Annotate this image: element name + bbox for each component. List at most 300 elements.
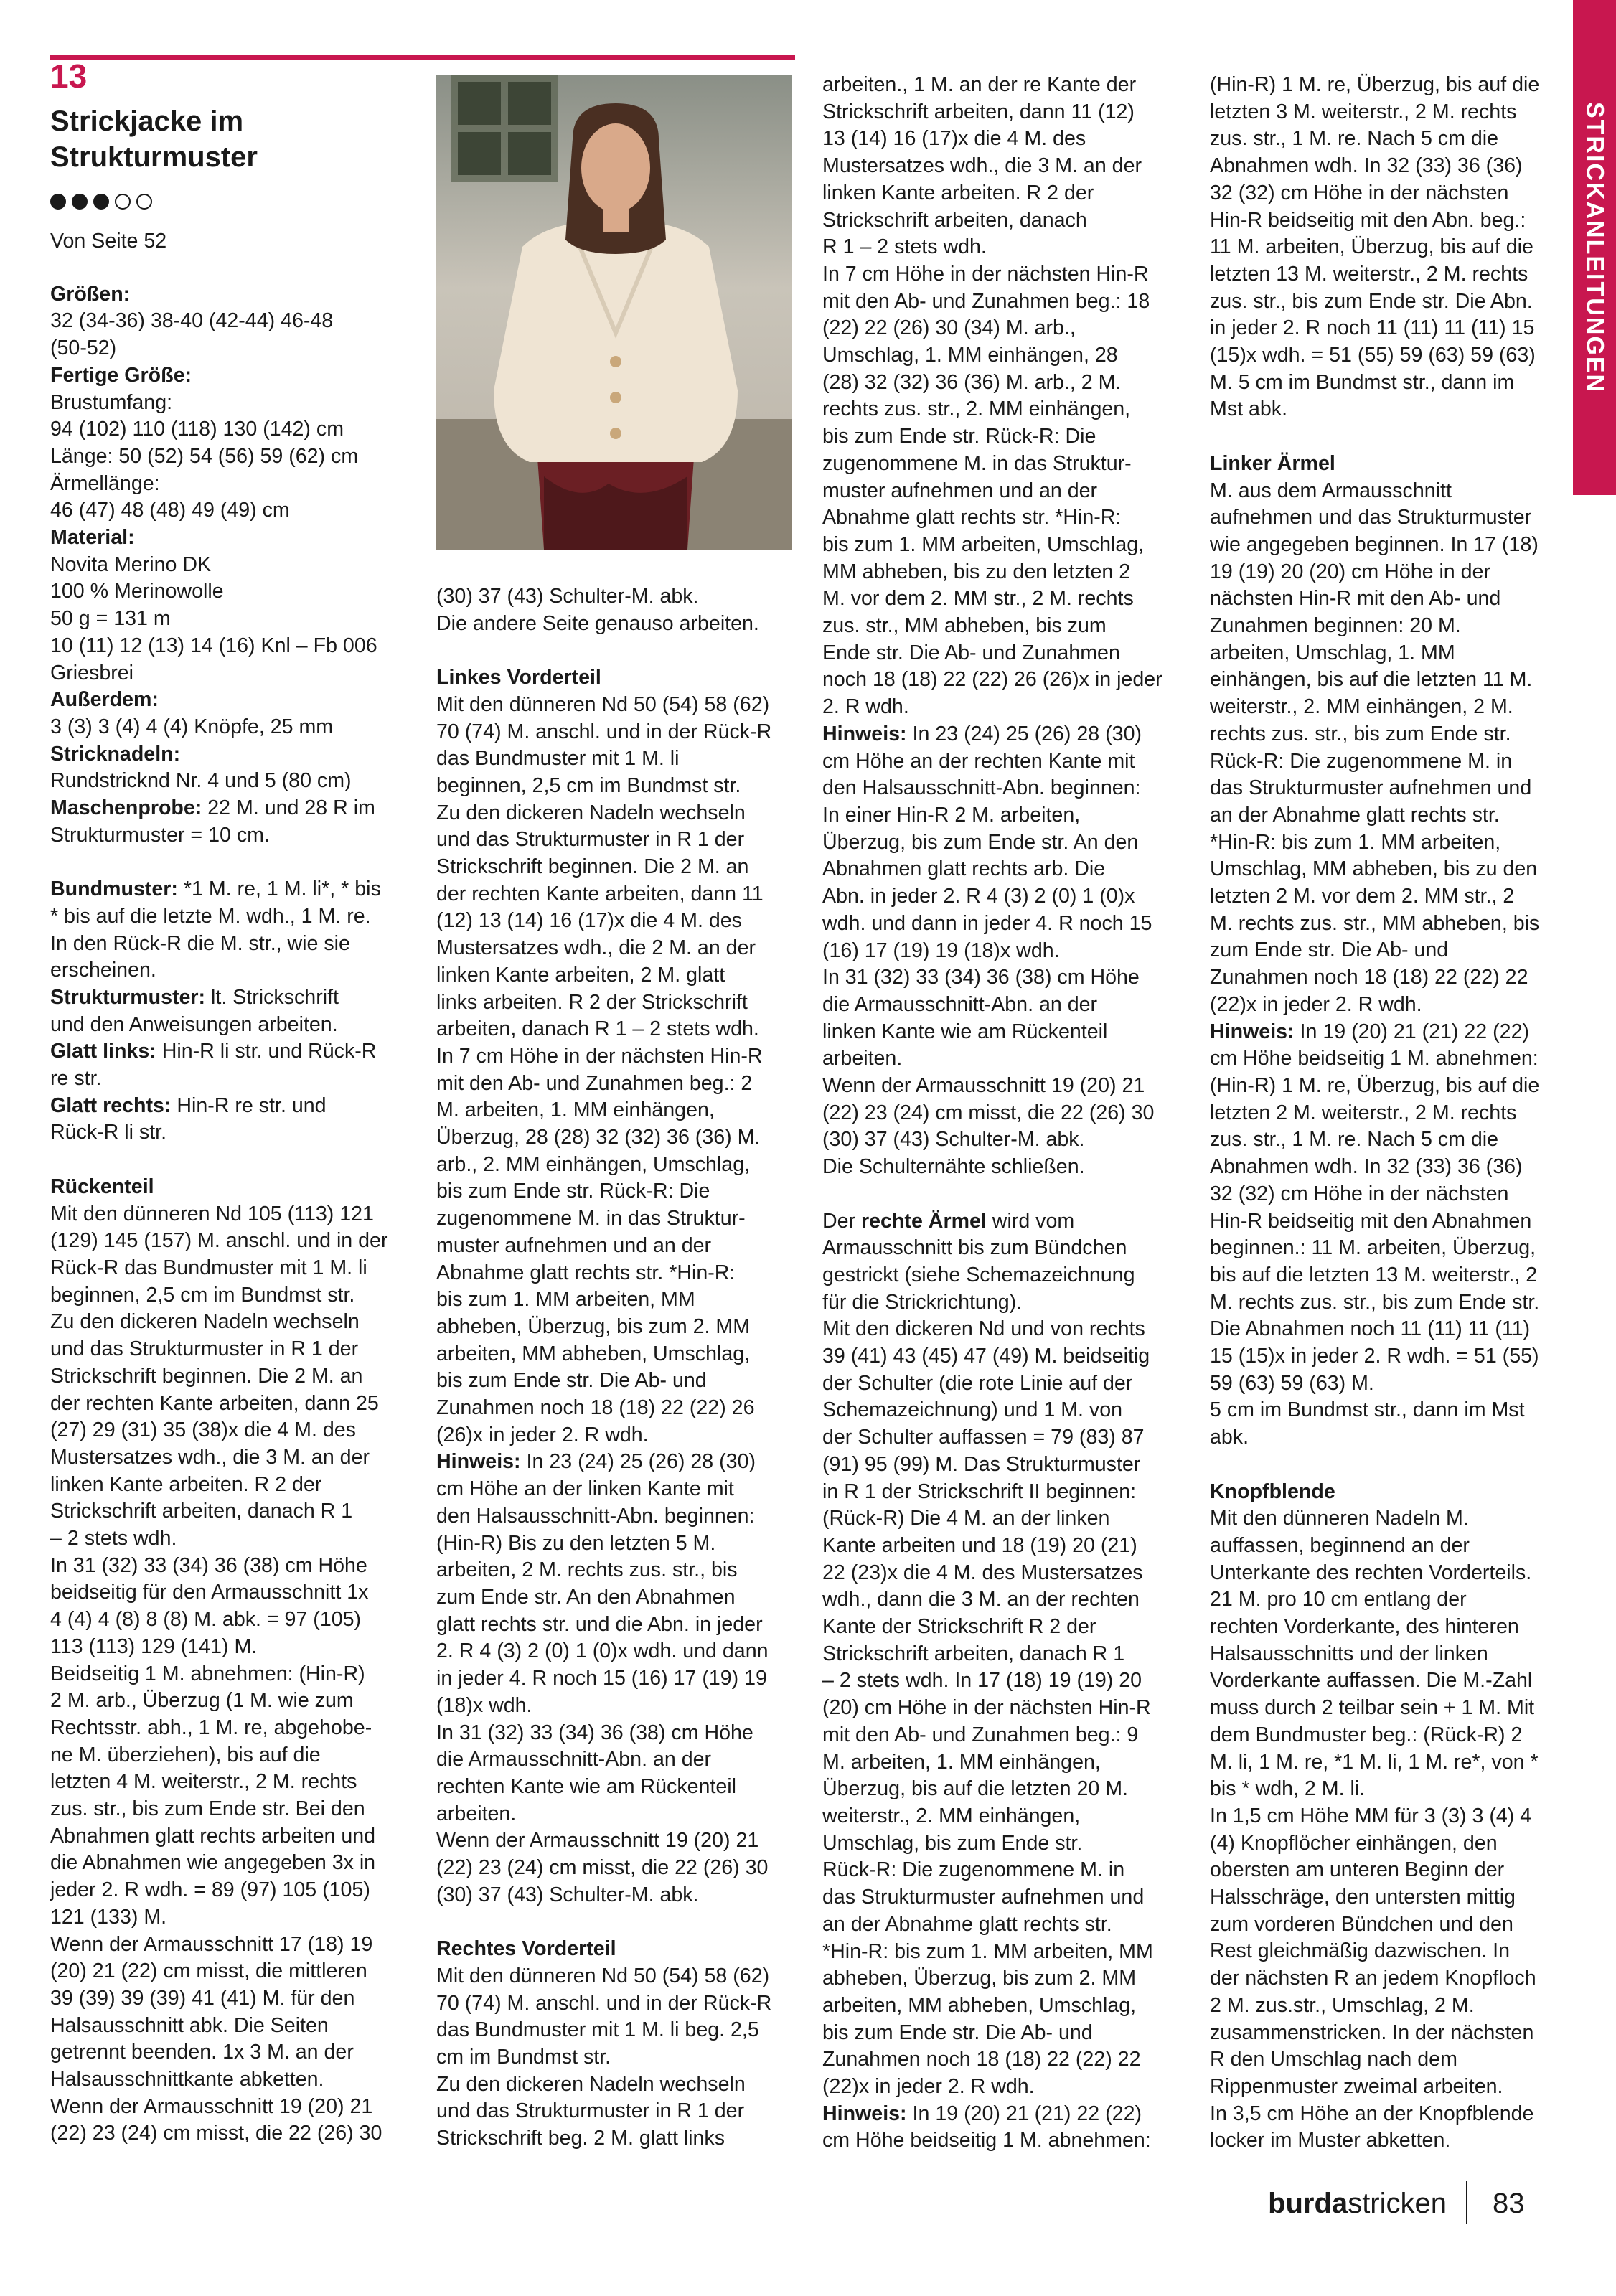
text-line: *Hin-R: bis zum 1. MM arbeiten, bbox=[1210, 830, 1501, 854]
text-line: in R 1 der Strickschrift II beginnen: bbox=[822, 1479, 1137, 1503]
text-line: 50 g = 131 m bbox=[50, 607, 171, 631]
text-line: Die andere Seite genauso arbeiten. bbox=[436, 611, 759, 635]
text-line: 32 (34-36) 38-40 (42-44) 46-48 bbox=[50, 309, 334, 333]
text-line: cm Höhe an der linken Kante mit bbox=[436, 1477, 734, 1501]
text-line: Beidseitig 1 M. abnehmen: (Hin-R) bbox=[50, 1662, 365, 1685]
difficulty-rating bbox=[50, 194, 409, 210]
text-line: wdh. und dann in jeder 4. R noch 15 bbox=[822, 911, 1152, 935]
text-line: cm Höhe beidseitig 1 M. abnehmen: bbox=[1210, 1047, 1539, 1071]
text-line: (20) 21 (22) cm misst, die mittleren bbox=[50, 1959, 367, 1983]
text-line: (22)x in jeder 2. R wdh. bbox=[1210, 992, 1422, 1016]
section-label: Hinweis: bbox=[1210, 1020, 1295, 1043]
column-2-text bbox=[436, 583, 795, 2152]
text-line bbox=[436, 1936, 795, 1963]
text-line: Rück-R: Die zugenommene M. in bbox=[1210, 749, 1513, 773]
text-line: der rechten Kante arbeiten, dann 11 bbox=[436, 882, 764, 905]
text-line: bis auf die letzten 13 M. weiterstr., 2 bbox=[1210, 1263, 1538, 1286]
text-line: Maschenprobe: 22 M. und 28 R im bbox=[50, 796, 375, 820]
text-line: Ende str. Die Ab- und Zunahmen bbox=[822, 641, 1120, 664]
text-line bbox=[822, 1181, 1187, 1208]
text-line: Umschlag, bis zum Ende str. bbox=[822, 1831, 1083, 1855]
text-line: Mit den dünneren Nd 50 (54) 58 (62) bbox=[436, 692, 770, 716]
text-line: arb., 2. MM einhängen, Umschlag, bbox=[436, 1152, 751, 1176]
text-line: In 1,5 cm Höhe MM für 3 (3) 3 (4) 4 bbox=[1210, 1804, 1532, 1827]
text-line: Abnahmen wdh. In 32 (33) 36 (36) bbox=[1210, 1155, 1523, 1179]
text-line: Strukturmuster = 10 cm. bbox=[50, 823, 270, 847]
text-line: Schemazeichnung) und 1 M. von bbox=[822, 1398, 1123, 1422]
text-line: (129) 145 (157) M. anschl. und in der bbox=[50, 1229, 388, 1253]
text-line: mit den Ab- und Zunahmen beg.: 18 bbox=[822, 289, 1150, 313]
text-line: 2 M. zus.str., Umschlag, 2 M. bbox=[1210, 1993, 1475, 2017]
text-line bbox=[50, 524, 409, 552]
text-line: Kante arbeiten und 18 (19) 20 (21) bbox=[822, 1533, 1137, 1557]
text-line: 39 (41) 43 (45) 47 (49) M. beidseitig bbox=[822, 1345, 1150, 1368]
text-line: und das Strukturmuster in R 1 der bbox=[436, 828, 745, 852]
text-line: noch 18 (18) 22 (22) 26 (26)x in jeder bbox=[822, 668, 1162, 692]
text-line: Strickschrift arbeiten, dann 11 (12) bbox=[822, 100, 1135, 123]
filled-dot-icon bbox=[50, 194, 66, 210]
footer-divider bbox=[1466, 2181, 1467, 2224]
brand-light: stricken bbox=[1348, 2188, 1447, 2219]
text-line: wdh., dann die 3 M. an der rechten bbox=[822, 1588, 1140, 1612]
text-line: Mustersatzes wdh., die 2 M. an der bbox=[436, 936, 756, 960]
text-line: (Hin-R) 1 M. re, Überzug, bis auf die bbox=[1210, 73, 1540, 96]
text-line: der Schulter auffassen = 79 (83) 87 bbox=[822, 1426, 1145, 1449]
text-line: Wenn der Armausschnitt 19 (20) 21 bbox=[50, 2094, 373, 2118]
column-2 bbox=[436, 583, 795, 2152]
text-line: Länge: 50 (52) 54 (56) 59 (62) cm bbox=[50, 444, 359, 468]
text-line: (Hin-R) Bis zu den letzten 5 M. bbox=[436, 1531, 716, 1555]
text-line: das Strukturmuster aufnehmen und bbox=[1210, 776, 1532, 800]
text-line: Umschlag, 1. MM einhängen, 28 bbox=[822, 344, 1118, 367]
text-line: rechts zus. str., bis zum Ende str. bbox=[1210, 722, 1511, 745]
text-line: und das Strukturmuster in R 1 der bbox=[50, 1337, 359, 1361]
text-line: In 31 (32) 33 (34) 36 (38) cm Höhe bbox=[436, 1721, 753, 1744]
text-line: erscheinen. bbox=[50, 959, 156, 982]
text-line: In 3,5 cm Höhe an der Knopfblende bbox=[1210, 2102, 1534, 2125]
title-line-1: Strickjacke im bbox=[50, 105, 244, 137]
text-line: (15)x wdh. = 51 (55) 59 (63) 59 (63) bbox=[1210, 344, 1536, 367]
text-line: (30) 37 (43) Schulter-M. abk. bbox=[436, 585, 699, 608]
text-line: 10 (11) 12 (13) 14 (16) Knl – Fb 006 bbox=[50, 634, 377, 657]
text-line bbox=[1210, 1479, 1574, 1506]
text-line: arbeiten, Umschlag, 1. MM bbox=[1210, 641, 1455, 664]
column-4 bbox=[1210, 72, 1574, 2155]
text-line: Rundstricknd Nr. 4 und 5 (80 cm) bbox=[50, 769, 352, 793]
text-line: Zu den dickeren Nadeln wechseln bbox=[50, 1310, 360, 1334]
text-line: wie angegeben beginnen. In 17 (18) bbox=[1210, 532, 1539, 556]
text-line: bis zum 1. MM arbeiten, MM bbox=[436, 1288, 695, 1312]
section-label: Glatt rechts: bbox=[50, 1093, 172, 1117]
text-line: obersten am unteren Beginn der bbox=[1210, 1858, 1505, 1882]
text-line: Kante der Strickschrift R 2 der bbox=[822, 1615, 1096, 1639]
text-line: das Strukturmuster aufnehmen und bbox=[822, 1886, 1145, 1909]
text-line: abheben, Überzug, bis zum 2. MM bbox=[822, 1967, 1137, 1990]
text-line: (Rück-R) Die 4 M. an der linken bbox=[822, 1507, 1110, 1530]
text-line: zus. str., bis zum Ende str. Bei den bbox=[50, 1797, 365, 1821]
text-line: linken Kante wie am Rückenteil bbox=[822, 1020, 1108, 1043]
photo-illustration bbox=[436, 75, 792, 550]
section-label: Material: bbox=[50, 526, 135, 550]
text-line: in jeder 2. R noch 11 (11) 11 (11) 15 bbox=[1210, 316, 1535, 340]
text-line: Halsausschnitt abk. Die Seiten bbox=[50, 2013, 329, 2037]
text-line bbox=[436, 637, 795, 664]
text-line: (30) 37 (43) Schulter-M. abk. bbox=[822, 1128, 1085, 1152]
text-line: 2. R wdh. bbox=[822, 695, 909, 719]
text-line: Rück-R das Bundmuster mit 1 M. li bbox=[50, 1256, 367, 1279]
text-line: glatt rechts str. und die Abn. in jeder bbox=[436, 1612, 763, 1636]
text-line: arbeiten., 1 M. an der re Kante der bbox=[822, 73, 1137, 96]
text-line: Rippenmuster zweimal arbeiten. bbox=[1210, 2075, 1503, 2098]
text-line bbox=[436, 1909, 795, 1936]
text-line: zus. str., bis zum Ende str. Die Abn. bbox=[1210, 289, 1533, 313]
section-tab-label: STRICKANLEITUNGEN bbox=[1581, 101, 1609, 394]
text-line: beginnen.: 11 M. arbeiten, Überzug, bbox=[1210, 1236, 1536, 1260]
text-line: bis zum Ende str. Die Ab- und bbox=[436, 1369, 707, 1393]
text-line: zum Ende str. An den Abnahmen bbox=[436, 1586, 736, 1609]
text-line: Zu den dickeren Nadeln wechseln bbox=[436, 2072, 746, 2096]
empty-dot-icon bbox=[115, 194, 131, 210]
text-line: Umschlag, MM abheben, bis zu den bbox=[1210, 857, 1538, 881]
text-line: linken Kante arbeiten. R 2 der bbox=[822, 181, 1094, 204]
text-line: abheben, Überzug, bis zum 2. MM bbox=[436, 1314, 751, 1338]
text-line: 70 (74) M. anschl. und in der Rück-R bbox=[436, 1991, 772, 2015]
text-line: jeder 2. R wdh. = 89 (97) 105 (105) bbox=[50, 1878, 370, 1902]
text-line: Ärmellänge: bbox=[50, 471, 160, 495]
text-line: das Bundmuster mit 1 M. li beg. 2,5 bbox=[436, 2018, 759, 2042]
section-label: Glatt links: bbox=[50, 1040, 156, 1063]
empty-dot-icon bbox=[136, 194, 152, 210]
text-line: muster aufnehmen und an der bbox=[436, 1233, 712, 1257]
text-line: mit den Ab- und Zunahmen beg.: 2 bbox=[436, 1071, 753, 1095]
text-line: Halsschräge, den untersten mittig bbox=[1210, 1886, 1516, 1909]
title-line-2: Strukturmuster bbox=[50, 141, 258, 173]
text-line: (50-52) bbox=[50, 337, 117, 360]
text-line: 113 (113) 129 (141) M. bbox=[50, 1634, 258, 1658]
text-line: 22 (23)x die 4 M. des Mustersatzes bbox=[822, 1561, 1143, 1584]
text-line: dem Bundmuster beg.: (Rück-R) 2 bbox=[1210, 1723, 1523, 1746]
text-line: 21 M. pro 10 cm entlang der bbox=[1210, 1588, 1467, 1612]
text-line: In 31 (32) 33 (34) 36 (38) cm Höhe bbox=[822, 966, 1140, 989]
section-label: Außerdem: bbox=[50, 688, 159, 712]
model-photo bbox=[436, 75, 792, 550]
text-line: Zunahmen noch 18 (18) 22 (22) 22 bbox=[822, 2048, 1141, 2071]
text-line: Hinweis: In 23 (24) 25 (26) 28 (30) bbox=[822, 722, 1142, 745]
filled-dot-icon bbox=[93, 194, 109, 210]
text-line: letzten 2 M. vor dem 2. MM str., 2 bbox=[1210, 885, 1515, 908]
text-line: M. rechts zus. str., MM abheben, bis bbox=[1210, 911, 1540, 935]
text-line: In einer Hin-R 2 M. arbeiten, bbox=[822, 803, 1081, 827]
text-line: Armausschnitt bis zum Bündchen bbox=[822, 1236, 1127, 1260]
from-page-reference: Von Seite 52 bbox=[50, 230, 167, 253]
text-line: M. vor dem 2. MM str., 2 M. rechts bbox=[822, 587, 1134, 611]
text-line: re str. bbox=[50, 1067, 102, 1091]
text-line: Bundmuster: *1 M. re, 1 M. li*, * bis bbox=[50, 878, 381, 901]
text-line: beginnen, 2,5 cm im Bundmst str. bbox=[436, 773, 741, 797]
text-line: 2. R 4 (3) 2 (0) 1 (0)x wdh. und dann bbox=[436, 1639, 769, 1663]
text-line: 32 (32) cm Höhe in der nächsten bbox=[1210, 1182, 1509, 1205]
text-line: 3 (3) 3 (4) 4 (4) Knöpfe, 25 mm bbox=[50, 715, 334, 738]
text-line: Rück-R: Die zugenommene M. in bbox=[822, 1858, 1125, 1882]
text-line: Rechtsstr. abh., 1 M. re, abgehobe- bbox=[50, 1716, 372, 1739]
text-line bbox=[50, 687, 409, 714]
text-line: Strickschrift beg. 2 M. glatt links bbox=[436, 2127, 725, 2150]
text-line: (22) 23 (24) cm misst, die 22 (26) 30 bbox=[822, 1101, 1155, 1124]
text-line: ne M. überziehen), bis auf die bbox=[50, 1743, 321, 1766]
text-line: R 1 – 2 stets wdh. bbox=[822, 235, 987, 259]
text-line: (30) 37 (43) Schulter-M. abk. bbox=[436, 1883, 699, 1906]
text-line: auffassen, beginnend an der bbox=[1210, 1533, 1470, 1557]
text-line: letzten 3 M. weiterstr., 2 M. rechts bbox=[1210, 100, 1517, 123]
text-line: 15 (15)x in jeder 2. R wdh. = 51 (55) bbox=[1210, 1345, 1539, 1368]
text-line: – 2 stets wdh. In 17 (18) 19 (19) 20 bbox=[822, 1669, 1142, 1693]
text-line: rechts zus. str., 2. MM einhängen, bbox=[822, 397, 1131, 421]
text-line: locker im Muster abketten. bbox=[1210, 2129, 1451, 2152]
text-line: die Armausschnitt-Abn. an der bbox=[436, 1748, 712, 1772]
text-line: Unterkante des rechten Vorderteils. bbox=[1210, 1561, 1532, 1584]
text-line: 121 (133) M. bbox=[50, 1905, 167, 1929]
text-line: der nächsten R an jedem Knopfloch bbox=[1210, 1967, 1536, 1990]
column-4-text bbox=[1210, 72, 1574, 2155]
text-line: Strickschrift beginnen. Die 2 M. an bbox=[436, 855, 749, 879]
text-line: bis zum 1. MM arbeiten, Umschlag, bbox=[822, 532, 1145, 556]
text-line: der rechten Kante arbeiten, dann 25 bbox=[50, 1391, 379, 1415]
text-line: gestrickt (siehe Schemazeichnung bbox=[822, 1263, 1135, 1286]
section-label: Hinweis: bbox=[436, 1450, 521, 1474]
text-line: Wenn der Armausschnitt 19 (20) 21 bbox=[436, 1829, 759, 1853]
text-line: 19 (19) 20 (20) cm Höhe in der bbox=[1210, 560, 1490, 583]
text-line: In 31 (32) 33 (34) 36 (38) cm Höhe bbox=[50, 1553, 367, 1577]
section-label: Maschenprobe: bbox=[50, 796, 202, 820]
text-line: letzten 13 M. weiterstr., 2 M. rechts bbox=[1210, 262, 1528, 286]
text-line: zus. str., 1 M. re. Nach 5 cm die bbox=[1210, 127, 1499, 151]
text-line bbox=[50, 849, 409, 876]
text-line: bis * wdh, 2 M. li. bbox=[1210, 1777, 1366, 1801]
text-line: letzten 2 M. weiterstr., 2 M. rechts bbox=[1210, 1101, 1517, 1124]
text-line: (22)x in jeder 2. R wdh. bbox=[822, 2075, 1035, 2099]
text-line: Überzug, 28 (28) 32 (32) 36 (36) M. bbox=[436, 1126, 761, 1149]
text-line: Glatt rechts: Hin-R re str. und bbox=[50, 1093, 327, 1117]
text-line: M. arbeiten, 1. MM einhängen, bbox=[822, 1750, 1101, 1774]
text-line: Halsausschnitts und der linken bbox=[1210, 1642, 1488, 1665]
text-line: (20) cm Höhe in der nächsten Hin-R bbox=[822, 1696, 1151, 1720]
text-line: Die Schulternähte schließen. bbox=[822, 1155, 1085, 1179]
section-label: Linkes Vorderteil bbox=[436, 666, 601, 690]
filled-dot-icon bbox=[72, 194, 88, 210]
text-line: muss durch 2 teilbar sein + 1 M. Mit bbox=[1210, 1696, 1535, 1720]
text-line: Mit den dickeren Nd und von rechts bbox=[822, 1317, 1145, 1341]
text-line: Mit den dünneren Nd 105 (113) 121 bbox=[50, 1202, 374, 1225]
text-line: zugenommene M. in das Struktur- bbox=[822, 451, 1132, 475]
text-line: weiterstr., 2. MM einhängen, bbox=[822, 1804, 1081, 1827]
text-line: an der Abnahme glatt rechts str. bbox=[1210, 803, 1500, 827]
text-line: Der rechte Ärmel wird vom bbox=[822, 1209, 1075, 1233]
text-line: Die Abnahmen noch 11 (11) 11 (11) bbox=[1210, 1317, 1531, 1341]
text-line: In 7 cm Höhe in der nächsten Hin-R bbox=[822, 262, 1149, 286]
brand-logo bbox=[1268, 2186, 1447, 2221]
text-line: (22) 23 (24) cm misst, die 22 (26) 30 bbox=[50, 2122, 382, 2145]
article-title bbox=[50, 103, 409, 175]
text-line: zugenommene M. in das Struktur- bbox=[436, 1207, 746, 1231]
text-line: Strickschrift arbeiten, danach bbox=[822, 208, 1087, 232]
text-line: das Bundmuster mit 1 M. li bbox=[436, 747, 680, 771]
text-line: M. aus dem Armausschnitt bbox=[1210, 479, 1452, 502]
section-label: Rechtes Vorderteil bbox=[436, 1937, 616, 1961]
text-line: getrennt beenden. 1x 3 M. an der bbox=[50, 2041, 354, 2064]
text-line: Überzug, bis zum Ende str. An den bbox=[822, 830, 1139, 854]
text-line: * bis auf die letzte M. wdh., 1 M. re. bbox=[50, 904, 371, 928]
text-line: links arbeiten. R 2 der Strickschrift bbox=[436, 990, 748, 1014]
text-line: der Schulter (die rote Linie auf der bbox=[822, 1371, 1133, 1395]
text-line: Rück-R li str. bbox=[50, 1121, 167, 1144]
text-line: Strickschrift beginnen. Die 2 M. an bbox=[50, 1364, 363, 1388]
text-line: *Hin-R: bis zum 1. MM arbeiten, MM bbox=[822, 1939, 1153, 1963]
text-line: 2 M. arb., Überzug (1 M. wie zum bbox=[50, 1689, 354, 1713]
text-line: M. 5 cm im Bundmst str., dann im bbox=[1210, 370, 1515, 394]
text-line: bis zum Ende str. Die Ab- und bbox=[822, 2020, 1093, 2044]
text-line: arbeiten, danach R 1 – 2 stets wdh. bbox=[436, 1017, 759, 1041]
text-line: (27) 29 (31) 35 (38)x die 4 M. des bbox=[50, 1418, 356, 1442]
text-line: einhängen, bis auf die letzten 11 M. bbox=[1210, 668, 1533, 692]
text-line bbox=[50, 281, 409, 309]
text-line: 39 (39) 39 (39) 41 (41) M. für den bbox=[50, 1986, 355, 2010]
text-line: zum Ende str. Die Ab- und bbox=[1210, 938, 1449, 962]
text-line: 59 (63) 59 (63) M. bbox=[1210, 1371, 1374, 1395]
column-1 bbox=[50, 57, 409, 2147]
section-label: Größen: bbox=[50, 282, 131, 306]
text-line: zus. str., MM abheben, bis zum bbox=[822, 614, 1107, 638]
text-line: – 2 stets wdh. bbox=[50, 1527, 177, 1551]
text-line: bis zum Ende str. Rück-R: Die bbox=[436, 1180, 710, 1203]
text-line: (26)x in jeder 2. R wdh. bbox=[436, 1423, 649, 1446]
text-line bbox=[1210, 1452, 1574, 1479]
text-line: Zu den dickeren Nadeln wechseln bbox=[436, 801, 746, 824]
text-line: MM abheben, bis zu den letzten 2 bbox=[822, 560, 1131, 583]
text-line: Mustersatzes wdh., die 3 M. an der bbox=[822, 154, 1142, 178]
text-line: (22) 23 (24) cm misst, die 22 (26) 30 bbox=[436, 1856, 769, 1880]
article-number: 13 bbox=[50, 57, 88, 95]
text-line: muster aufnehmen und an der bbox=[822, 479, 1098, 502]
text-line: Wenn der Armausschnitt 19 (20) 21 bbox=[822, 1074, 1145, 1098]
column-1-text bbox=[50, 281, 409, 2147]
text-line: letzten 4 M. weiterstr., 2 M. rechts bbox=[50, 1770, 357, 1794]
text-line: M. li, 1 M. re, *1 M. li, 1 M. re*, von * bbox=[1210, 1750, 1539, 1774]
text-line: 94 (102) 110 (118) 130 (142) cm bbox=[50, 418, 344, 441]
text-line: an der Abnahme glatt rechts str. bbox=[822, 1912, 1112, 1936]
text-line: Mit den dünneren Nadeln M. bbox=[1210, 1507, 1469, 1530]
section-label: Hinweis: bbox=[822, 722, 907, 745]
section-label: Knopfblende bbox=[1210, 1479, 1335, 1503]
text-line: abk. bbox=[1210, 1426, 1249, 1449]
text-line: Hinweis: In 19 (20) 21 (21) 22 (22) bbox=[822, 2102, 1142, 2125]
text-line: Mit den dünneren Nd 50 (54) 58 (62) bbox=[436, 1964, 770, 1987]
text-line: Hinweis: In 23 (24) 25 (26) 28 (30) bbox=[436, 1450, 756, 1474]
text-line: 32 (32) cm Höhe in der nächsten bbox=[1210, 181, 1509, 204]
text-line: und den Anweisungen arbeiten. bbox=[50, 1012, 338, 1036]
section-label: Stricknadeln: bbox=[50, 742, 181, 766]
text-line: beidseitig für den Armausschnitt 1x bbox=[50, 1581, 369, 1604]
text-line: bis zum Ende str. Rück-R: Die bbox=[822, 425, 1096, 448]
text-line: 70 (74) M. anschl. und in der Rück-R bbox=[436, 720, 772, 743]
text-line: Strukturmuster: lt. Strickschrift bbox=[50, 985, 339, 1009]
text-line: In den Rück-R die M. str., wie sie bbox=[50, 931, 350, 955]
text-line: mit den Ab- und Zunahmen beg.: 9 bbox=[822, 1723, 1139, 1746]
text-line: cm Höhe an der rechten Kante mit bbox=[822, 749, 1135, 773]
text-line: den Halsausschnitt-Abn. beginnen: bbox=[822, 776, 1141, 800]
text-line: 11 M. arbeiten, Überzug, bis auf die bbox=[1210, 235, 1533, 259]
section-label: Fertige Größe: bbox=[50, 363, 192, 387]
text-line: Strickschrift arbeiten, danach R 1 bbox=[50, 1500, 353, 1523]
text-line: Hinweis: In 19 (20) 21 (21) 22 (22) bbox=[1210, 1020, 1529, 1043]
text-line bbox=[50, 1174, 409, 1201]
text-line: Zunahmen noch 18 (18) 22 (22) 22 bbox=[1210, 966, 1528, 989]
text-line: (4) Knopflöcher einhängen, den bbox=[1210, 1831, 1498, 1855]
text-line: Hin-R beidseitig mit den Abn. beg.: bbox=[1210, 208, 1526, 232]
text-line: arbeiten, MM abheben, Umschlag, bbox=[822, 1993, 1137, 2017]
text-line: zusammenstricken. In der nächsten bbox=[1210, 2020, 1534, 2044]
text-line bbox=[50, 741, 409, 768]
text-line: zum vorderen Bündchen und den bbox=[1210, 1912, 1513, 1936]
text-line: die Abnahmen wie angegeben 3x in bbox=[50, 1851, 376, 1875]
text-line: (16) 17 (19) 19 (18)x wdh. bbox=[822, 938, 1060, 962]
page-number: 83 bbox=[1493, 2188, 1525, 2219]
text-line bbox=[1210, 451, 1574, 478]
text-line: Vorderkante auffassen. Die M.-Zahl bbox=[1210, 1669, 1533, 1693]
text-line: in jeder 4. R noch 15 (16) 17 (19) 19 bbox=[436, 1667, 767, 1690]
text-line: linken Kante arbeiten, 2 M. glatt bbox=[436, 963, 725, 987]
text-line: Novita Merino DK bbox=[50, 552, 212, 576]
text-line: Strickschrift arbeiten, danach R 1 bbox=[822, 1642, 1125, 1665]
text-line: den Halsausschnitt-Abn. beginnen: bbox=[436, 1504, 755, 1528]
text-line: nächsten Hin-R mit den Ab- und bbox=[1210, 587, 1501, 611]
text-line: aufnehmen und das Strukturmuster bbox=[1210, 506, 1532, 530]
text-line: 13 (14) 16 (17)x die 4 M. des bbox=[822, 127, 1086, 151]
text-line bbox=[436, 664, 795, 692]
text-line: Brustumfang: bbox=[50, 390, 173, 414]
column-3-text bbox=[822, 72, 1187, 2155]
text-line: M. arbeiten, 1. MM einhängen, bbox=[436, 1098, 715, 1122]
text-line: 4 (4) 4 (8) 8 (8) M. abk. = 97 (105) bbox=[50, 1608, 362, 1632]
text-line: Glatt links: Hin-R li str. und Rück-R bbox=[50, 1040, 377, 1063]
section-label: Bundmuster: bbox=[50, 878, 178, 901]
text-line: (22) 22 (26) 30 (34) M. arb., bbox=[822, 316, 1076, 340]
text-line: beginnen, 2,5 cm im Bundmst str. bbox=[50, 1283, 355, 1307]
text-line: 5 cm im Bundmst str., dann im Mst bbox=[1210, 1398, 1525, 1422]
text-line: arbeiten, MM abheben, Umschlag, bbox=[436, 1342, 751, 1365]
text-line: cm im Bundmst str. bbox=[436, 2045, 611, 2069]
text-line: Wenn der Armausschnitt 17 (18) 19 bbox=[50, 1932, 373, 1956]
section-label: Linker Ärmel bbox=[1210, 451, 1335, 475]
text-line: Rest gleichmäßig dazwischen. In bbox=[1210, 1939, 1510, 1963]
text-line: M. rechts zus. str., bis zum Ende str. bbox=[1210, 1290, 1540, 1314]
text-line: 100 % Merinowolle bbox=[50, 580, 224, 603]
section-label: Rückenteil bbox=[50, 1175, 154, 1198]
text-line: In 7 cm Höhe in der nächsten Hin-R bbox=[436, 1044, 763, 1068]
text-line: Halsausschnittkante abketten. bbox=[50, 2068, 324, 2092]
text-line: Zunahmen beginnen: 20 M. bbox=[1210, 614, 1461, 638]
text-line: Mst abk. bbox=[1210, 397, 1288, 421]
section-tab bbox=[1573, 0, 1616, 495]
text-line: Abnahme glatt rechts str. *Hin-R: bbox=[436, 1261, 736, 1284]
section-label: Strukturmuster: bbox=[50, 985, 206, 1009]
text-line bbox=[1210, 423, 1574, 451]
text-line: 46 (47) 48 (48) 49 (49) cm bbox=[50, 499, 290, 522]
section-label: Hinweis: bbox=[822, 2102, 907, 2125]
text-line: Abn. in jeder 2. R 4 (3) 2 (0) 1 (0)x bbox=[822, 885, 1135, 908]
text-line: (18)x wdh. bbox=[436, 1693, 532, 1717]
column-3 bbox=[822, 72, 1187, 2155]
text-line: (Hin-R) 1 M. re, Überzug, bis auf die bbox=[1210, 1074, 1540, 1097]
